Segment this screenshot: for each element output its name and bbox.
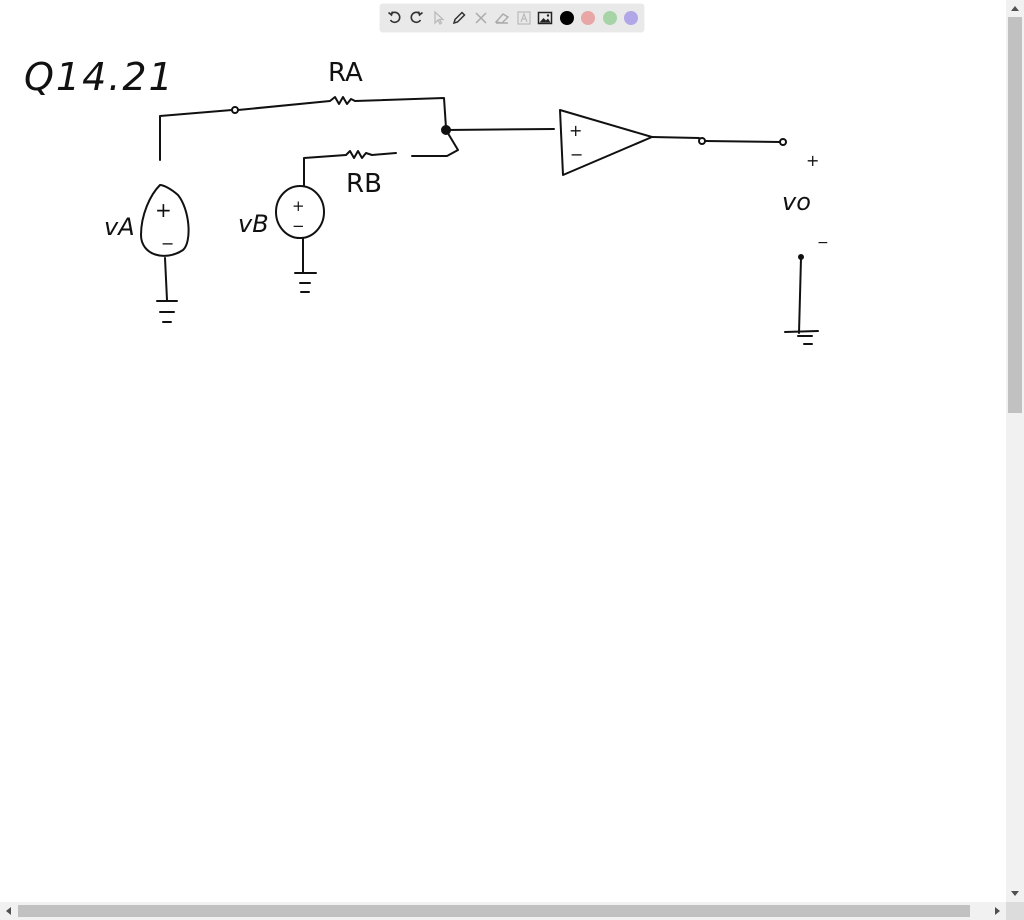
va-minus: − — [161, 234, 175, 253]
opamp-symbol — [560, 110, 652, 175]
redo-icon — [408, 10, 424, 26]
ground-out — [785, 331, 818, 344]
color-green[interactable] — [599, 6, 621, 30]
scroll-up-arrow[interactable] — [1006, 0, 1024, 16]
scroll-right-arrow[interactable] — [990, 902, 1006, 920]
select-icon — [431, 10, 445, 26]
label-vb: vB — [238, 210, 269, 238]
horizontal-scroll-thumb[interactable] — [18, 905, 970, 917]
caret-up-icon — [1011, 5, 1019, 11]
color-purple[interactable] — [621, 6, 643, 30]
image-icon — [537, 10, 553, 26]
scrollbar-corner — [1006, 902, 1024, 920]
undo-icon — [387, 10, 403, 26]
horizontal-scrollbar[interactable] — [0, 902, 1006, 920]
output-terminal — [780, 139, 786, 145]
pen-icon — [451, 10, 467, 26]
output-plus: + — [806, 151, 820, 170]
undo-button[interactable] — [384, 6, 406, 30]
drawing-toolbar — [380, 4, 644, 32]
va-plus: + — [155, 198, 172, 222]
output-wire — [652, 137, 780, 142]
tools-icon — [473, 10, 489, 26]
vb-minus: − — [292, 217, 305, 235]
color-swatch — [560, 11, 574, 25]
wire-node-open — [232, 107, 238, 113]
color-red[interactable] — [578, 6, 600, 30]
output-node — [699, 138, 705, 144]
output-minus: − — [817, 235, 829, 251]
caret-left-icon — [5, 907, 11, 915]
problem-title: Q14.21 — [24, 55, 175, 99]
opamp-minus: − — [570, 145, 584, 164]
ground-vb — [295, 273, 316, 292]
tools-tool[interactable] — [470, 6, 492, 30]
select-tool[interactable] — [427, 6, 449, 30]
output-return — [799, 258, 801, 333]
color-swatch — [581, 11, 595, 25]
ground-va — [157, 301, 177, 322]
label-va: vA — [104, 213, 135, 241]
vb-plus: + — [292, 197, 305, 215]
redo-button[interactable] — [406, 6, 428, 30]
image-tool[interactable] — [535, 6, 557, 30]
vertical-scroll-thumb[interactable] — [1008, 17, 1022, 413]
label-rb: RB — [346, 169, 382, 199]
wire-node — [412, 129, 554, 156]
caret-right-icon — [995, 907, 1001, 915]
eraser-icon — [494, 10, 510, 26]
color-black[interactable] — [556, 6, 578, 30]
summing-node — [442, 126, 450, 134]
wire-va-ground — [165, 258, 167, 300]
opamp-plus: + — [569, 121, 583, 140]
output-minus-node — [799, 255, 803, 259]
caret-down-icon — [1011, 891, 1019, 897]
pen-tool[interactable] — [449, 6, 471, 30]
color-swatch — [624, 11, 638, 25]
vertical-scrollbar[interactable] — [1006, 0, 1024, 902]
text-tool[interactable] — [513, 6, 535, 30]
label-vo: vo — [782, 188, 811, 216]
color-swatch — [603, 11, 617, 25]
scroll-down-arrow[interactable] — [1006, 886, 1024, 902]
wire-ra — [160, 97, 446, 160]
eraser-tool[interactable] — [492, 6, 514, 30]
label-ra: RA — [328, 58, 363, 88]
scroll-left-arrow[interactable] — [0, 902, 16, 920]
text-icon — [516, 10, 532, 26]
